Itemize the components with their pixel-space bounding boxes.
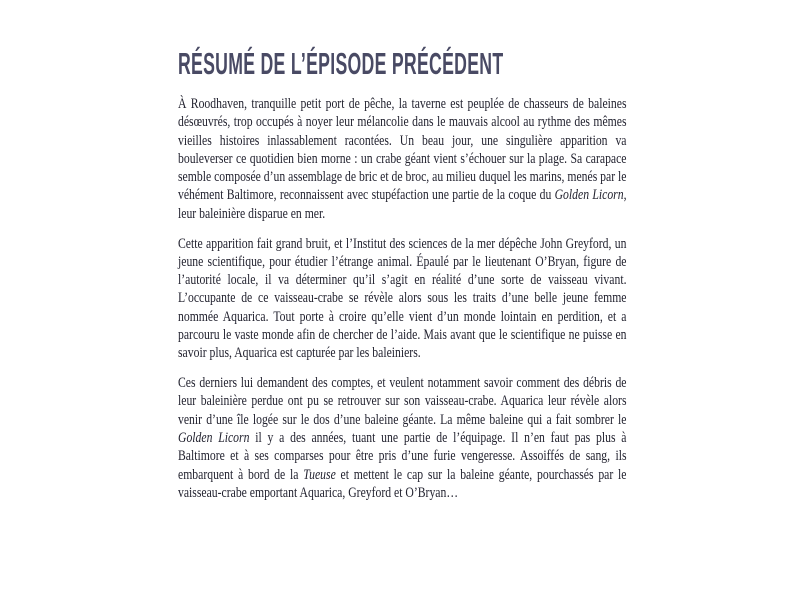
paragraph-text: , leur baleinière disparue en mer. (178, 187, 627, 222)
body-text (178, 95, 627, 514)
paragraph-text: Ces derniers lui demandent des comptes, et veulent notamment savoir comment des débris de leur baleinière perdue ont pu se retrouver sur son vaisseau-crabe. Aquarica leur révèle alors venir d’une île logée sur le dos d’une baleine géante. La même baleine qui a fait sombrer le (178, 375, 627, 428)
paragraph (178, 374, 627, 502)
page-title: RÉSUMÉ DE L’ÉPISODE PRÉCÉDENT (178, 46, 504, 81)
ship-name-italic: Golden Licorn (178, 430, 250, 447)
paragraph-text: À Roodhaven, tranquille petit port de pêche, la taverne est peuplée de chasseurs de baleines désœuvrés, trop occupés à noyer leur mélancolie dans le mauvais alcool au rythme des mêmes vieilles histoires inlassablement racontées. Un beau jour, une singulière apparition va bouleverser ce quotidien bien morne : un crabe géant vient s’échouer sur la plage. Sa carapace semble composée d’un assemblage de bric et de broc, au milieu duquel les marins, menés par le véhément Baltimore, reconnaissent avec stupéfaction une partie de la coque du (178, 96, 627, 204)
paragraph (178, 235, 627, 363)
paragraph-text: il y a des années, tuant une partie de l’équipage. Il n’en faut pas plus à Baltimore et à ses comparses pour être pris d’une furie vengeresse. Assoiffés de sang, ils embarquent à bord de la (178, 430, 627, 483)
paragraph (178, 95, 627, 223)
paragraph-text: et mettent le cap sur la baleine géante, pourchassés par le vaisseau-crabe emportant Aquarica, Greyford et O’Bryan… (178, 466, 627, 501)
ship-name-italic: Golden Licorn (554, 187, 624, 204)
ship-name-italic: Tueuse (303, 466, 336, 483)
paragraph-text: Cette apparition fait grand bruit, et l’Institut des sciences de la mer dépêche John Greyford, un jeune scientifique, pour étudier l’étrange animal. Épaulé par le lieutenant O’Bryan, figure de l’autorité locale, il va déterminer qu’il s’agit en réalité d’une sorte de vaisseau vivant. L’occupante de ce vaisseau-crabe se révèle alors sous les traits d’une belle jeune femme nommée Aquarica. Tout porte à croire qu’elle vient d’un monde lointain en perdition, et a parcouru le vaste monde afin de chercher de l’aide. Mais avant que le scientifique ne puisse en savoir plus, Aquarica est capturée par les baleiniers. (178, 235, 627, 362)
